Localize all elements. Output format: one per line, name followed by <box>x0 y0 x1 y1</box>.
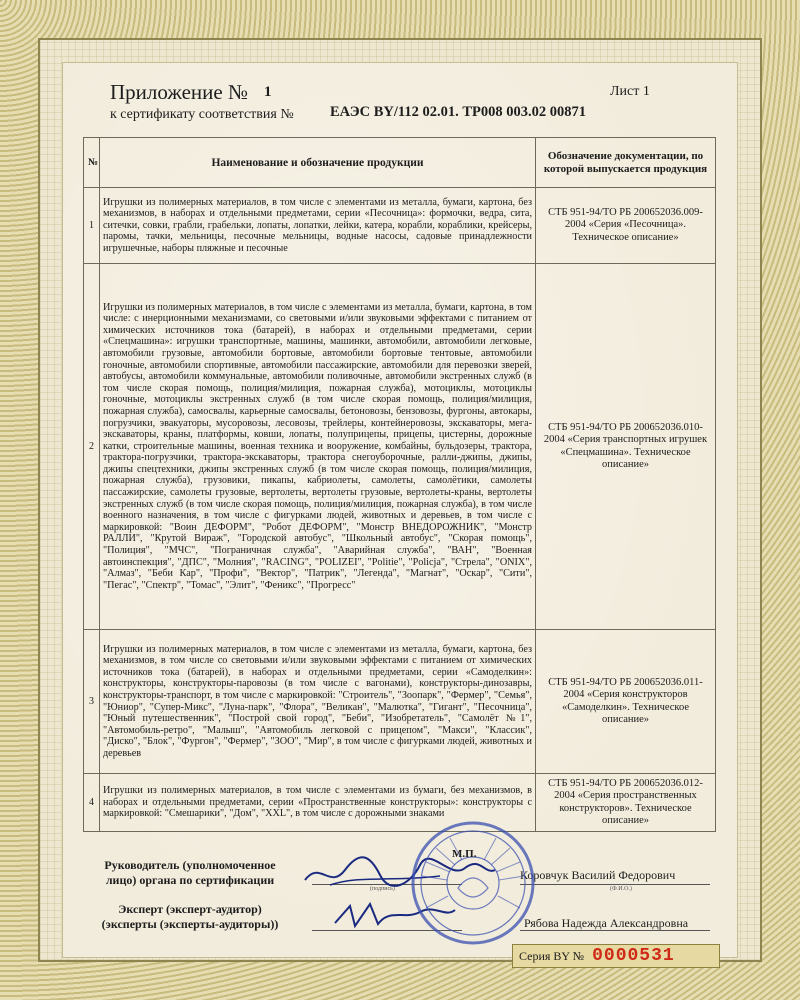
appendix-title: Приложение № <box>110 80 248 104</box>
serial-plate <box>512 944 720 968</box>
sheet-number: Лист 1 <box>610 84 650 99</box>
certificate-number: ЕАЭС BY/112 02.01. ТР008 003.02 00871 <box>330 104 586 120</box>
expert-name: Рябова Надежда Александровна <box>524 916 689 930</box>
row-description: Игрушки из полимерных материалов, в том числе с элементами из металла, бумаги, картона, без механизмов, в том числе со световыми и/или звуковыми эффектами с питанием от химических источников тока (батарей), в наборах и отдельными предметами, серии «Самоделкин»: конструкторы, конструкторы-паровозы (в том числе с вагонами), конструкторы-динозавры, конструкторы-транспорт, в том числе с маркировкой: "Строитель", "Зоопарк", "Фермер", "Семья", "Юниор", "Супер-Микс", "Луна-парк", "Флора", "Великан", "Малютка", "Гигант", "Песочница", "Юный путешественник", "Построй свой город", "Беби", "Изобретатель", "Самолёт №1", "Автомобиль-ретро", "Малыш", "Автомобиль легковой с прицепом", "Макси", "Классик", "Диско", "Блок", "Фургон", "Фермер", "ЗОО", "Мир", в том числе с фигурками людей, животных и деревьев <box>100 630 536 774</box>
head-name: Коровчук Василий Федорович <box>520 868 676 882</box>
row-description: Игрушки из полимерных материалов, в том числе с элементами из металла, бумаги, картона, без механизмов, в наборах и отдельными предметами, серии «Песочница»: формочки, ведра, сита, ситечки, совки, грабли, грабельки, лопаты, лопатки, лейки, катера, корабли, кораблики, крейсеры, паромы, тачки, мельницы, песочные мельницы, водные насосы, садовые принадлежности игрушечные, наборы пляжные и песочные <box>100 188 536 264</box>
row-document: СТБ 951-94/ТО РБ 200652036.010-2004 «Серия транспортных игрушек «Спецмашина». Техническое описание» <box>536 264 716 630</box>
products-table <box>83 137 716 832</box>
table-row <box>84 630 716 774</box>
col-header-name: Наименование и обозначение продукции <box>100 138 536 188</box>
certificate-prefix: к сертификату соответствия № <box>110 107 294 122</box>
row-number: 1 <box>84 188 100 264</box>
head-name-caption: (Ф.И.О.) <box>610 886 632 892</box>
official-stamp <box>408 818 538 948</box>
row-number: 3 <box>84 630 100 774</box>
head-signature-caption: (подпись) <box>370 886 395 892</box>
table-row <box>84 774 716 832</box>
table-row <box>84 264 716 630</box>
head-name-line <box>520 884 710 885</box>
serial-number: 0000531 <box>592 946 675 966</box>
row-description: Игрушки из полимерных материалов, в том числе с элементами из металла, бумаги, картона, в том числе: с инерционными механизмами, со световыми и/или звуковыми эффектами с питанием от химических источников тока (батарей), в наборах и отдельными предметами, серии «Спецмашина»: игрушки транспортные, машины, машинки, автомобили, автомобили легковые, автомобили грузовые, автомобили бортовые, автомобили бортовые тентовые, автомобили гоночные, автомобили спортивные, автомобили пассажирские, автомобили для перевозки зверей, автобусы, автомобили коммунальные, автомобили поливочные, автомобили экстренных служб (в том числе скорая помощь, полиция/милиция, пожарная служба), мотоциклы, мотоциклы гоночные, мотоциклы экстренных служб (в том числе скорая помощь, полиция/милиция, пожарная служба), самосвалы, карьерные самосвалы, бетоновозы, бензовозы, фургоны, автокары, погрузчики, эвакуаторы, мусоровозы, лесовозы, трейлеры, контейнеровозы, экскаваторы, мега-экскаваторы, краны, платформы, ковши, лопаты, полуприцепы, прицепы, цистерны, дорожные катки, строительные машины, военная техника и вооружение, комбайны, бульдозеры, трактора, трактора-погрузчики, трактора-экскаваторы, трактора снегоуборочные, ралли-джипы, джипы, джипы спецтехники, джипы экстренных служб (в том числе скорая помощь, полиция/милиция, пожарная служба), грузовики, пикапы, кабриолеты, самолеты, самолётики, самолеты пассажирские, самолеты грузовые, вертолеты, вертолеты грузовые, вертолеты-краны, вертолеты экстренных служб (в том числе скорая помощь, полиция/милиция, пожарная служба), в том числе военного назначения, в том числе с фигурками людей, животных и деревьев, в том числе с маркировкой: "Воин ДЕФОРМ", "Робот ДЕФОРМ", "Монстр ВНЕДОРОЖНИК", "Монстр РАЛЛИ", "Крутой Вираж", "Городской автобус", "Школьный автобус", "Скорая помощь", "Полиция", "МЧС", "Пограничная служба", "Аварийная служба", "ВАН", "Военная автоинспекция", "ДПС", "Молния", "RACING", "POLIZEI", "Politie", "Policja", "Стрела", "ONIX", "Алмаз", "Беби Кар", "Профи", "Вектор", "Патрик", "Легенда", "Магнат", "Оскар", "Сити", "Пегас", "Спектр", "Томас", "Элит", "Феникс", "Прогресс" <box>100 264 536 630</box>
row-document: СТБ 951-94/ТО РБ 200652036.012-2004 «Серия пространственных конструкторов». Техническое описание» <box>536 774 716 832</box>
appendix-number: 1 <box>264 84 272 100</box>
row-document: СТБ 951-94/ТО РБ 200652036.009-2004 «Серия «Песочница». Техническое описание» <box>536 188 716 264</box>
table-header-row <box>84 138 716 188</box>
expert-label: Эксперт (эксперт-аудитор) (эксперты (эксперты-аудиторы)) <box>101 902 279 931</box>
col-header-doc: Обозначение документации, по которой выпускается продукция <box>536 138 716 188</box>
row-document: СТБ 951-94/ТО РБ 200652036.011-2004 «Серия конструкторов «Самоделкин». Техническое описание» <box>536 630 716 774</box>
col-header-no: № <box>84 138 100 188</box>
table-row <box>84 188 716 264</box>
row-number: 4 <box>84 774 100 832</box>
stamp-mp-label: М.П. <box>452 848 477 860</box>
row-number: 2 <box>84 264 100 630</box>
serial-label: Серия BY № <box>519 949 585 963</box>
row-description: Игрушки из полимерных материалов, в том числе с элементами из бумаги, без механизмов, в наборах и отдельными предметами, серии «Пространственные конструкторы»: конструкторы с маркировкой: "Смешарики", "Дом", "XXL", в том числе с дорожными знаками <box>100 774 536 832</box>
head-label: Руководитель (уполномоченное лицо) органа по сертификации <box>104 858 276 887</box>
